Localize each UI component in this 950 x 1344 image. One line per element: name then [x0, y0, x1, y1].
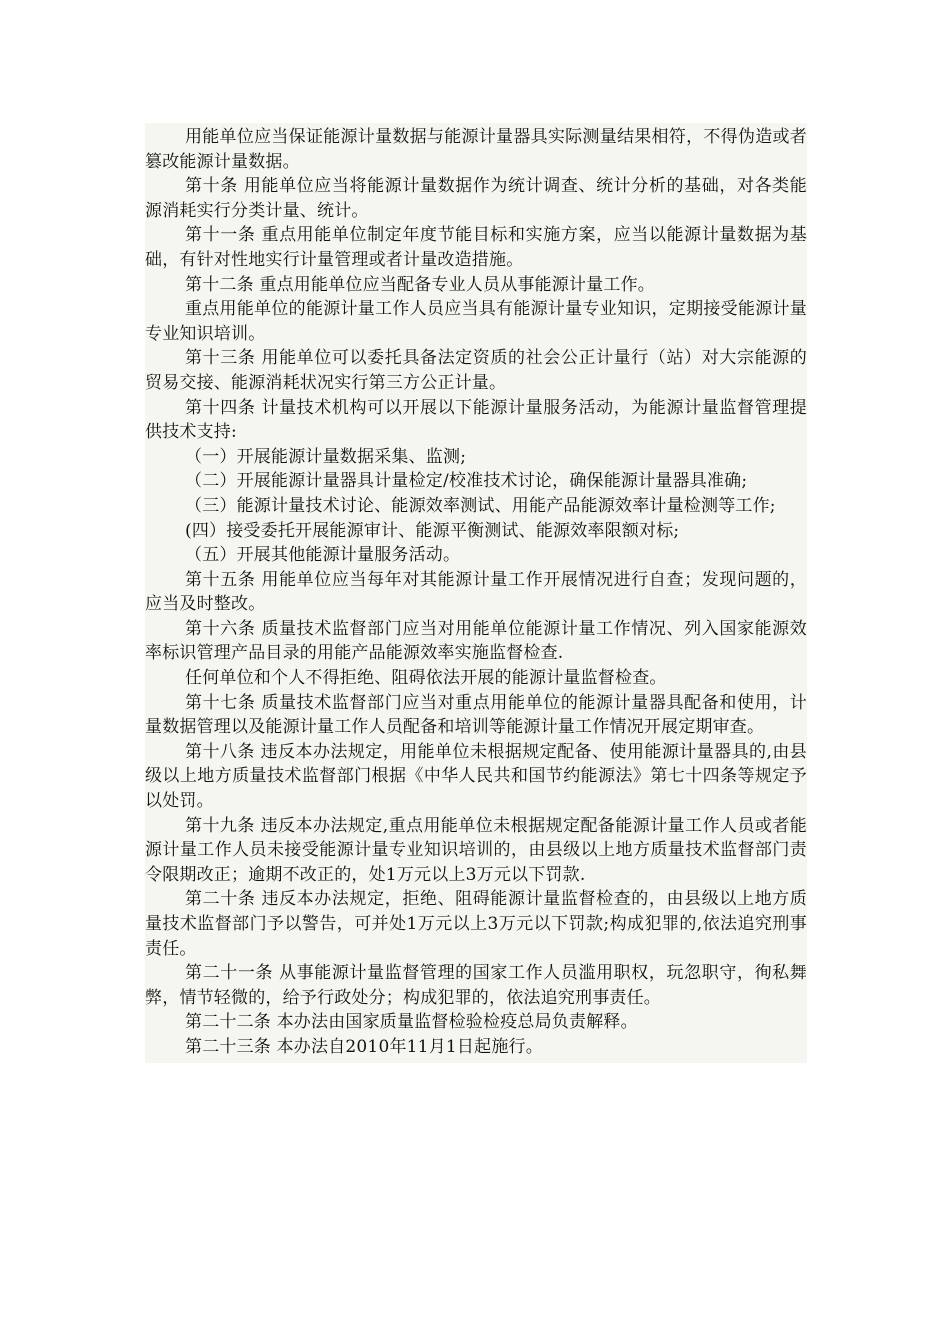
paragraph-article-12: 第十二条 重点用能单位应当配备专业人员从事能源计量工作。 — [185, 274, 656, 295]
paragraph-article-10: 第十条 用能单位应当将能源计量数据作为统计调查、统计分析的基础，对各类能源消耗实行分类计量、统计。 — [145, 176, 807, 221]
paragraph-article-11: 第十一条 重点用能单位制定年度节能目标和实施方案，应当以能源计量数据为基础，有针对性地实行计量管理或者计量改造措施。 — [145, 225, 807, 270]
paragraph: 用能单位应当保证能源计量数据与能源计量器具实际测量结果相符，不得伪造或者篡改能源计量数据。 — [145, 127, 807, 172]
list-item: （三）能源计量技术讨论、能源效率测试、用能产品能源效率计量检测等工作; — [185, 495, 776, 516]
list-item: (四）接受委托开展能源审计、能源平衡测试、能源效率限额对标; — [185, 520, 680, 541]
paragraph-article-23: 第二十三条 本办法自2010年11月1日起施行。 — [185, 1036, 543, 1057]
paragraph-article-22: 第二十二条 本办法由国家质量监督检验检疫总局负责解释。 — [185, 1012, 638, 1033]
paragraph: 重点用能单位的能源计量工作人员应当具有能源计量专业知识，定期接受能源计量专业知识培训。 — [145, 299, 807, 344]
paragraph-article-15: 第十五条 用能单位应当每年对其能源计量工作开展情况进行自查；发现问题的，应当及时整改。 — [145, 569, 807, 615]
paragraph-article-13: 第十三条 用能单位可以委托具备法定资质的社会公正计量行（站）对大宗能源的贸易交接、能源消耗状况实行第三方公正计量。 — [145, 348, 807, 393]
paragraph-article-20: 第二十条 违反本办法规定，拒绝、阻碍能源计量监督检查的，由县级以上地方质量技术监督部门予以警告，可并处1万元以上3万元以下罚款;构成犯罪的,依法追究刑事责任。 — [145, 889, 807, 959]
list-item: （二）开展能源计量器具计量检定/校准技术讨论，确保能源计量器具准确; — [185, 471, 748, 492]
paragraph-article-19: 第十九条 违反本办法规定,重点用能单位未根据规定配备能源计量工作人员或者能源计量工作人员未接受能源计量专业知识培训的，由县级以上地方质量技术监督部门责令限期改正；逾期不改正的，处1万元以上3万元以下罚款. — [145, 815, 807, 885]
document-body — [145, 123, 807, 1063]
paragraph-article-18: 第十八条 违反本办法规定，用能单位未根据规定配备、使用能源计量器具的,由县级以上地方质量技术监督部门根据《中华人民共和国节约能源法》第七十四条等规定予以处罚。 — [145, 741, 807, 812]
paragraph-article-17: 第十七条 质量技术监督部门应当对重点用能单位的能源计量器具配备和使用，计量数据管理以及能源计量工作人员配备和培训等能源计量工作情况开展定期审查。 — [145, 692, 807, 738]
paragraph-article-21: 第二十一条 从事能源计量监督管理的国家工作人员滥用职权，玩忽职守，徇私舞弊，情节轻微的，给予行政处分；构成犯罪的，依法追究刑事责任。 — [145, 963, 807, 1008]
list-item: （五）开展其他能源计量服务活动。 — [185, 545, 461, 566]
paragraph-article-14: 第十四条 计量技术机构可以开展以下能源计量服务活动，为能源计量监督管理提供技术支持: — [145, 397, 807, 443]
paragraph: 任何单位和个人不得拒绝、阻碍依法开展的能源计量监督检查。 — [185, 668, 667, 689]
paragraph-article-16: 第十六条 质量技术监督部门应当对用能单位能源计量工作情况、列入国家能源效率标识管理产品目录的用能产品能源效率实施监督检查. — [145, 618, 807, 664]
list-item: （一）开展能源计量数据采集、监测; — [185, 446, 467, 467]
